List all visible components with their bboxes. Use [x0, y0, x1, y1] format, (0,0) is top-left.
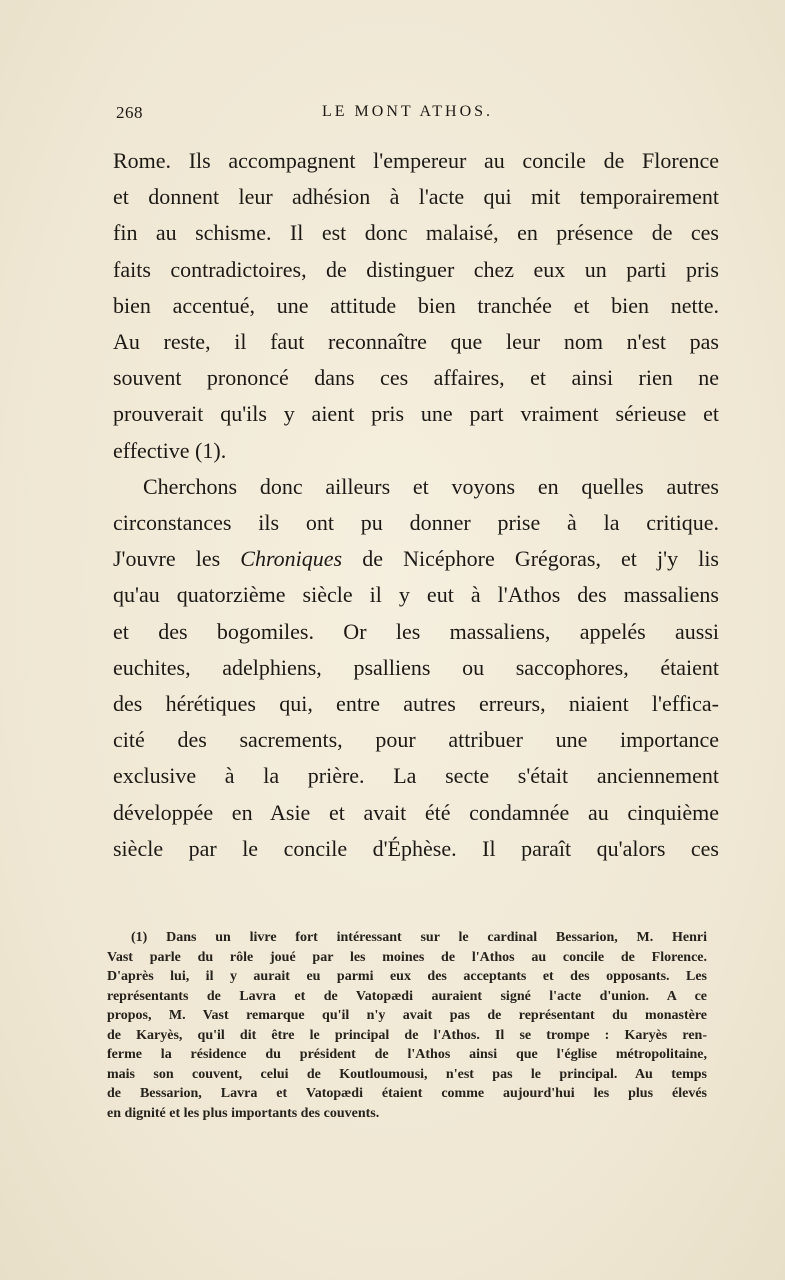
text-line: des hérétiques qui, entre autres erreurs, niaient l'effica- — [113, 691, 719, 717]
running-title: LE MONT ATHOS. — [322, 103, 494, 120]
main-text — [113, 143, 719, 867]
footnote-line: (1) Dans un livre fort intéressant sur le cardinal Bessarion, M. Henri — [131, 930, 707, 945]
text-line: développée en Asie et avait été condamnée au cinquième — [113, 799, 719, 825]
text-line: euchites, adelphiens, psalliens ou saccophores, étaient — [113, 654, 719, 680]
footnote-line: ferme la résidence du président de l'Athos ainsi que l'église métropolitaine, — [107, 1047, 707, 1062]
page-number: 268 — [116, 103, 143, 122]
text-line: et donnent leur adhésion à l'acte qui mit temporairement — [113, 184, 719, 210]
text-line: souvent prononcé dans ces affaires, et ainsi rien ne — [113, 365, 719, 391]
text-line: siècle par le concile d'Éphèse. Il paraît qu'alors ces — [113, 835, 719, 861]
text-line: Au reste, il faut reconnaître que leur nom n'est pas — [113, 329, 719, 355]
italic-title: Chroniques — [240, 546, 343, 572]
footnote-line: de Karyès, qu'il dit être le principal de l'Athos. Il se trompe : Karyès ren- — [107, 1027, 707, 1043]
text-line: Rome. Ils accompagnent l'empereur au concile de Florence — [113, 148, 719, 173]
footnote-line: de Bessarion, Lavra et Vatopædi étaient comme aujourd'hui les plus élevés — [107, 1086, 707, 1101]
text-segment: J'ouvre les — [113, 546, 241, 572]
text-line: prouverait qu'ils y aient pris une part vraiment sérieuse et — [113, 401, 719, 427]
footnote-line: mais son couvent, celui de Koutloumousi, n'est pas le principal. Au temps — [107, 1066, 707, 1082]
text-line: fin au schisme. Il est donc malaisé, en présence de ces — [113, 220, 719, 246]
footnotes — [107, 928, 707, 1123]
text-line-mixed — [113, 541, 719, 577]
running-head — [112, 103, 724, 129]
text-line: Cherchons donc ailleurs et voyons en quelles autres — [143, 473, 719, 499]
text-line: effective (1). — [113, 437, 227, 463]
footnote-line: propos, M. Vast remarque qu'il n'y avait pas de représentant du monastère — [107, 1008, 707, 1023]
text-line: circonstances ils ont pu donner prise à la critique. — [113, 510, 719, 536]
text-segment: de Nicéphore Grégoras, et j'y lis — [342, 546, 719, 572]
footnote-line: Vast parle du rôle joué par les moines de l'Athos au concile de Florence. — [107, 949, 707, 965]
text-line: bien accentué, une attitude bien tranchée et bien nette. — [113, 292, 719, 318]
text-line: faits contradictoires, de distinguer chez eux un parti pris — [113, 256, 719, 282]
text-line: exclusive à la prière. La secte s'était anciennement — [113, 763, 719, 789]
footnote-line: représentants de Lavra et de Vatopædi auraient signé l'acte d'union. A ce — [107, 988, 707, 1004]
footnote-line: D'après lui, il y aurait eu parmi eux des acceptants et des opposants. Les — [107, 969, 707, 984]
text-line: cité des sacrements, pour attribuer une importance — [113, 727, 719, 753]
footnote-line: en dignité et les plus importants des couvents. — [107, 1105, 380, 1121]
text-line: et des bogomiles. Or les massaliens, appelés aussi — [113, 618, 719, 644]
text-line: qu'au quatorzième siècle il y eut à l'Athos des massaliens — [113, 582, 719, 608]
